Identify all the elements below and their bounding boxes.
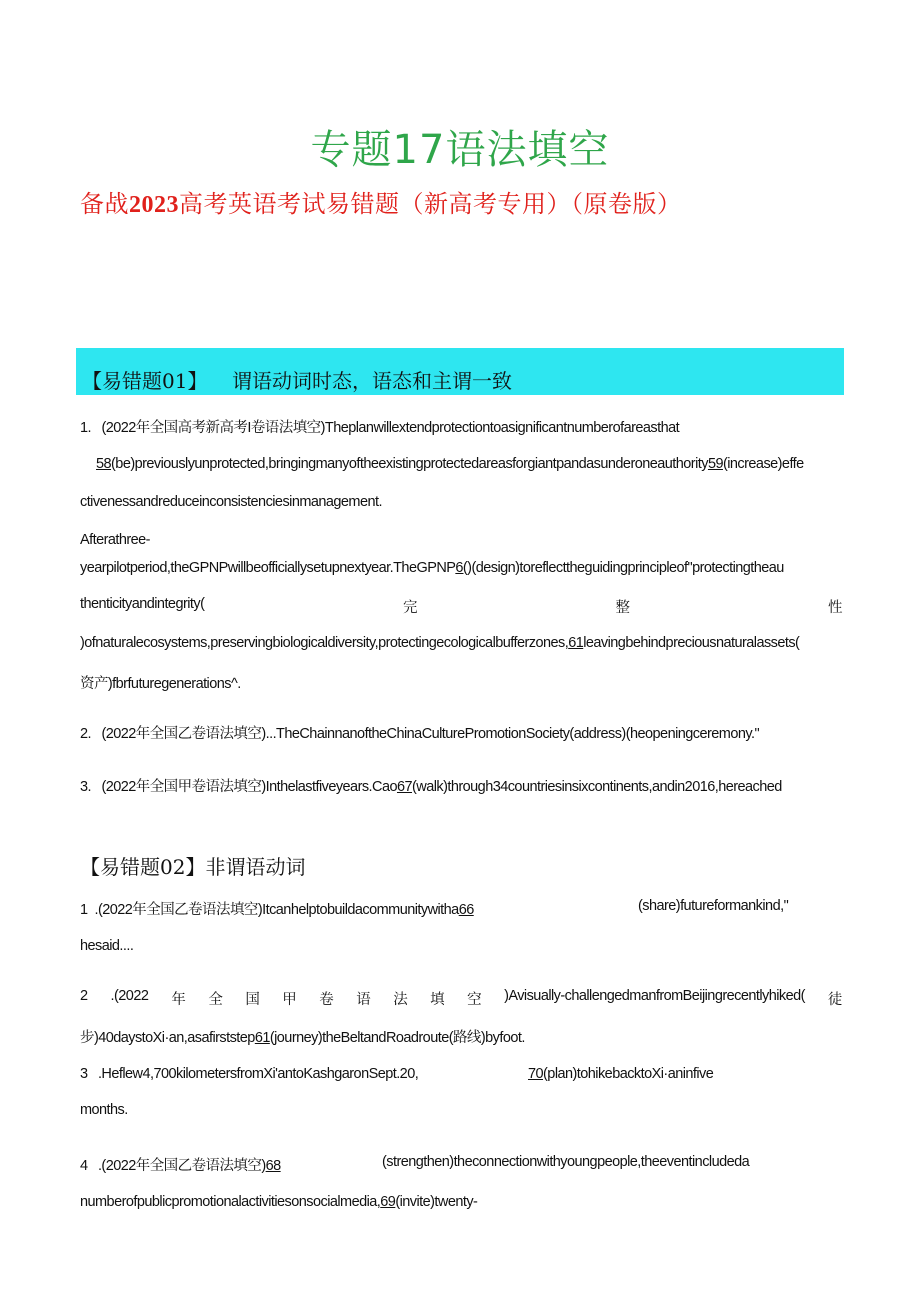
- question-source: (2022年全国甲卷语法填空): [101, 779, 266, 795]
- section-topic: 非谓语动词: [205, 855, 306, 879]
- subtitle-rest: 高考英语考试易错题（新高考专用）（原卷版）: [179, 190, 682, 218]
- question-2-1-line-2: hesaid....: [80, 938, 134, 954]
- question-text: )ofnaturalecosystems,preservingbiologicaldiversity,protectingecologicalbufferzones,: [80, 635, 569, 651]
- question-2-3-line-2: months.: [80, 1102, 128, 1118]
- section-heading-label: 【易错题02】: [80, 855, 206, 879]
- blank-58: 58: [96, 456, 112, 472]
- question-source: .(2022年全国乙卷语法填空): [97, 1158, 266, 1174]
- question-2-3-line-1-end: [528, 1066, 713, 1082]
- question-source: .(2022年全国乙卷语法填空): [94, 902, 263, 918]
- blank-61: 61: [568, 635, 584, 651]
- question-text: 徒: [827, 992, 842, 1008]
- question-text: 步)40daystoXi·an,asafirststep: [80, 1030, 255, 1046]
- question-1-line-3: ctivenessandreduceinconsistenciesinmanagement.: [80, 494, 382, 510]
- question-text: numberofpublicpromotionalactivitiesonsocialmedia,: [80, 1194, 381, 1210]
- question-source: 国: [245, 992, 260, 1008]
- question-text: (be)previouslyunprotected,bringingmanyoftheexistingprotectedareasforgiantpandasunderoneauthority: [111, 456, 708, 472]
- question-text: (walk)through34countriesinsixcontinents,andin2016,hereached: [412, 779, 782, 795]
- question-1-line-1: [80, 416, 679, 437]
- question-source: 空: [467, 992, 482, 1008]
- question-1-line-2: [96, 456, 804, 472]
- question-1-line-4: Afterathree-: [80, 532, 150, 548]
- question-text: leavingbehindpreciousnaturalassets(: [583, 635, 800, 651]
- question-2-3-line-1: [80, 1066, 418, 1082]
- question-2: [80, 722, 759, 743]
- question-number: 3.: [80, 779, 91, 795]
- question-text: thenticityandintegrity(: [80, 596, 205, 612]
- question-source: .(2022: [110, 988, 149, 1004]
- question-1-line-8: 资产)fbrfuturegenerations^.: [80, 676, 241, 692]
- question-2-2-line-1: [80, 988, 842, 1009]
- blank-59: 59: [707, 456, 723, 472]
- subtitle-prefix: 备战: [80, 190, 129, 218]
- question-text: ...TheChainnanoftheChinaCulturePromotionSociety(address)(heopeningceremony.": [265, 726, 760, 742]
- question-1-line-5: [80, 560, 784, 576]
- question-number: 1: [80, 902, 88, 918]
- question-text: 完: [402, 600, 417, 616]
- document-subtitle: [80, 184, 682, 219]
- question-text: 性: [828, 600, 842, 616]
- section-1-topic: 谓语动词时态，语态和主谓一致: [232, 369, 512, 393]
- question-source: 语: [356, 992, 371, 1008]
- question-source: (2022年全国乙卷语法填空): [101, 726, 266, 742]
- question-text: Itcanhelptobuildacommunitywitha: [262, 902, 459, 918]
- question-source: 填: [430, 992, 445, 1008]
- question-source: 卷: [319, 992, 334, 1008]
- question-2-4-line-1: [80, 1154, 281, 1175]
- question-number: 1.: [80, 420, 91, 436]
- blank-66: 66: [458, 902, 474, 918]
- question-source: (2022年全国高考新高考I卷语法填空): [101, 420, 325, 436]
- question-source: 甲: [282, 992, 297, 1008]
- section-2-heading: [80, 851, 305, 880]
- question-2-2-line-2: [80, 1026, 525, 1047]
- section-1-heading: 【易错题01】: [82, 369, 208, 393]
- question-text: Inthelastfiveyears.Cao: [265, 779, 397, 795]
- question-number: 2.: [80, 726, 91, 742]
- question-2-4-line-1-end: (strengthen)theconnectionwithyoungpeople,theeventincludeda: [382, 1154, 750, 1170]
- question-1-line-6: [80, 596, 842, 617]
- document-title: 专题17语法填空: [310, 127, 610, 173]
- blank-70: 70: [528, 1066, 544, 1082]
- question-number: 3: [80, 1066, 88, 1082]
- question-2-1-line-1: [80, 898, 474, 919]
- question-1-line-7: [80, 635, 799, 651]
- question-3: [80, 775, 782, 796]
- question-text: (journey)theBeltandRoadroute(路线)byfoot.: [269, 1030, 525, 1046]
- question-text: (design)toreflecttheguidingprincipleof"protectingtheau: [471, 560, 784, 576]
- question-2-1-line-1-end: (share)futureformankind,": [638, 898, 789, 914]
- question-text: yearpilotperiod,theGPNPwillbeofficiallysetupnextyear.TheGPNP: [80, 560, 456, 576]
- blank-67: 67: [396, 779, 413, 795]
- question-source: 法: [393, 992, 408, 1008]
- question-text: Theplanwillextendprotectiontoasignificantnumberofareasthat: [324, 420, 680, 436]
- question-text: .Heflew4,700kilometersfromXi'antoKashgaronSept.20,: [97, 1066, 419, 1082]
- question-text: (plan)tohikebacktoXi·aninfive: [543, 1066, 714, 1082]
- question-text: 整: [615, 600, 630, 616]
- blank-61: 61: [254, 1030, 270, 1046]
- question-source: 全: [208, 992, 223, 1008]
- subtitle-year: 2023: [129, 192, 179, 218]
- question-source: 年: [171, 992, 186, 1008]
- question-number: 2: [80, 988, 88, 1004]
- question-text: (increase)effe: [722, 456, 804, 472]
- question-2-4-line-2: [80, 1194, 477, 1210]
- question-text: (invite)twenty-: [395, 1194, 478, 1210]
- blank-69: 69: [380, 1194, 396, 1210]
- question-text: )Avisually-challengedmanfromBeijingrecentlyhiked(: [504, 988, 805, 1004]
- question-number: 4: [80, 1158, 88, 1174]
- blank-68: 68: [265, 1158, 281, 1174]
- blank-60: 6(): [455, 560, 472, 576]
